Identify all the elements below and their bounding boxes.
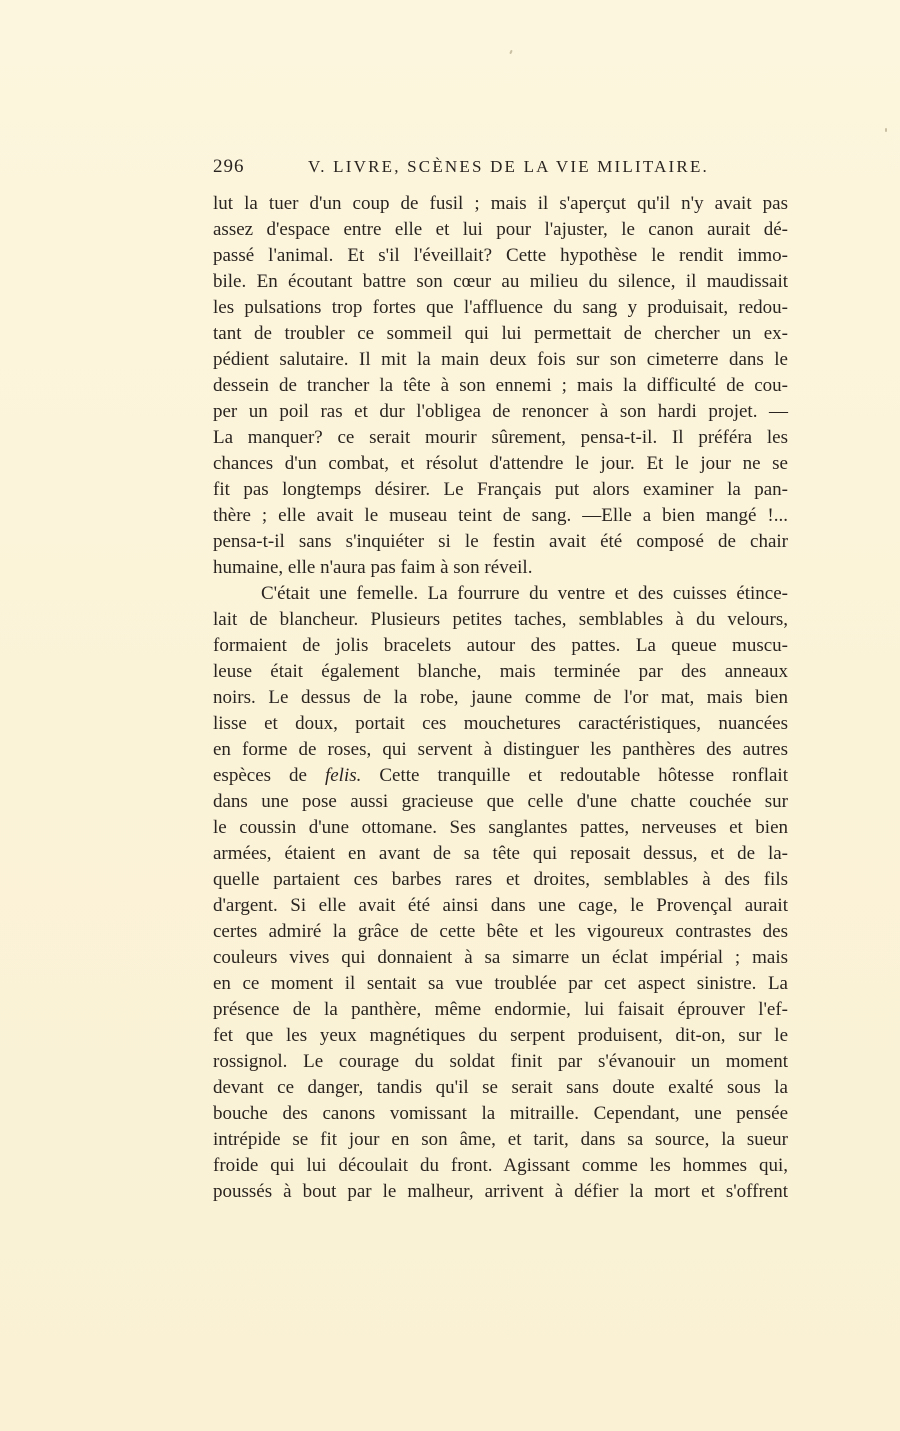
paper-speck: [509, 50, 513, 54]
text-line: thère ; elle avait le museau teint de sang. —Elle a bien mangé !...: [213, 505, 788, 526]
text-line: dans une pose aussi gracieuse que celle d'une chatte couchée sur: [213, 791, 788, 812]
text-line: bouche des canons vomissant la mitraille. Cependant, une pensée: [213, 1103, 788, 1124]
page-number: 296: [213, 156, 245, 177]
text-line: présence de la panthère, même endormie, lui faisait éprouver l'ef-: [213, 999, 788, 1020]
italic-term: felis.: [324, 765, 362, 786]
text-line: dessein de trancher la tête à son ennemi ; mais la difficulté de cou-: [213, 375, 788, 396]
text-line: armées, étaient en avant de sa tête qui reposait dessus, et de la-: [213, 843, 788, 864]
text-line: fet que les yeux magnétiques du serpent produisent, dit-on, sur le: [213, 1025, 788, 1046]
text-line: froide qui lui découlait du front. Agissant comme les hommes qui,: [213, 1155, 788, 1176]
text-line: per un poil ras et dur l'obligea de renoncer à son hardi projet. —: [213, 401, 788, 422]
text-line: lait de blancheur. Plusieurs petites taches, semblables à du velours,: [213, 609, 788, 630]
text-line: leuse était également blanche, mais terminée par des anneaux: [213, 661, 788, 682]
text-line: d'argent. Si elle avait été ainsi dans une cage, le Provençal aurait: [213, 895, 788, 916]
text-line: en forme de roses, qui servent à distinguer les panthères des autres: [213, 739, 788, 760]
text-line: pédient salutaire. Il mit la main deux fois sur son cimeterre dans le: [213, 349, 788, 370]
running-head: [213, 156, 788, 186]
text-line: passé l'animal. Et s'il l'éveillait? Cette hypothèse le rendit immo-: [213, 245, 788, 266]
text-line: intrépide se fit jour en son âme, et tarit, dans sa source, la sueur: [213, 1129, 788, 1150]
text-line: bile. En écoutant battre son cœur au milieu du silence, il maudissait: [213, 271, 788, 292]
text-line: assez d'espace entre elle et lui pour l'ajuster, le canon aurait dé-: [213, 219, 788, 240]
text-line: certes admiré la grâce de cette bête et les vigoureux contrastes des: [213, 921, 788, 942]
text-line: devant ce danger, tandis qu'il se serait sans doute exalté sous la: [213, 1077, 788, 1098]
text-line: couleurs vives qui donnaient à sa simarre un éclat impérial ; mais: [213, 947, 788, 968]
text-line: quelle partaient ces barbes rares et droites, semblables à des fils: [213, 869, 788, 890]
text-line: le coussin d'une ottomane. Ses sanglantes pattes, nerveuses et bien: [213, 817, 788, 838]
text-line: lut la tuer d'un coup de fusil ; mais il s'aperçut qu'il n'y avait pas: [213, 193, 788, 214]
text-segment: espèces de: [213, 765, 307, 786]
text-line: chances d'un combat, et résolut d'attendre le jour. Et le jour ne se: [213, 453, 788, 474]
text-line-with-italic: [213, 763, 788, 789]
text-line: pensa-t-il sans s'inquiéter si le festin avait été composé de chair: [213, 531, 788, 552]
text-line: en ce moment il sentait sa vue troublée par cet aspect sinistre. La: [213, 973, 788, 994]
text-line: noirs. Le dessus de la robe, jaune comme de l'or mat, mais bien: [213, 687, 788, 708]
text-line: fit pas longtemps désirer. Le Français put alors examiner la pan-: [213, 479, 788, 500]
text-line: les pulsations trop fortes que l'affluence du sang y produisait, redou-: [213, 297, 788, 318]
text-line: rossignol. Le courage du soldat finit par s'évanouir un moment: [213, 1051, 788, 1072]
text-line: La manquer? ce serait mourir sûrement, pensa-t-il. Il préféra les: [213, 427, 788, 448]
text-line: formaient de jolis bracelets autour des pattes. La queue muscu-: [213, 635, 788, 656]
text-line: tant de troubler ce sommeil qui lui permettait de chercher un ex-: [213, 323, 788, 344]
text-segment: Cette tranquille et redoutable hôtesse ronflait: [379, 765, 788, 786]
text-line: lisse et doux, portait ces mouchetures caractéristiques, nuancées: [213, 713, 788, 734]
paragraph-start-line: C'était une femelle. La fourrure du ventre et des cuisses étince-: [261, 583, 788, 604]
paragraph-end-line: humaine, elle n'aura pas faim à son réveil.: [213, 557, 533, 578]
running-head-title: V. LIVRE, SCÈNES DE LA VIE MILITAIRE.: [308, 157, 709, 176]
text-line: poussés à bout par le malheur, arrivent à défier la mort et s'offrent: [213, 1181, 788, 1202]
body-text: [213, 191, 788, 1205]
paper-speck: [885, 128, 887, 132]
